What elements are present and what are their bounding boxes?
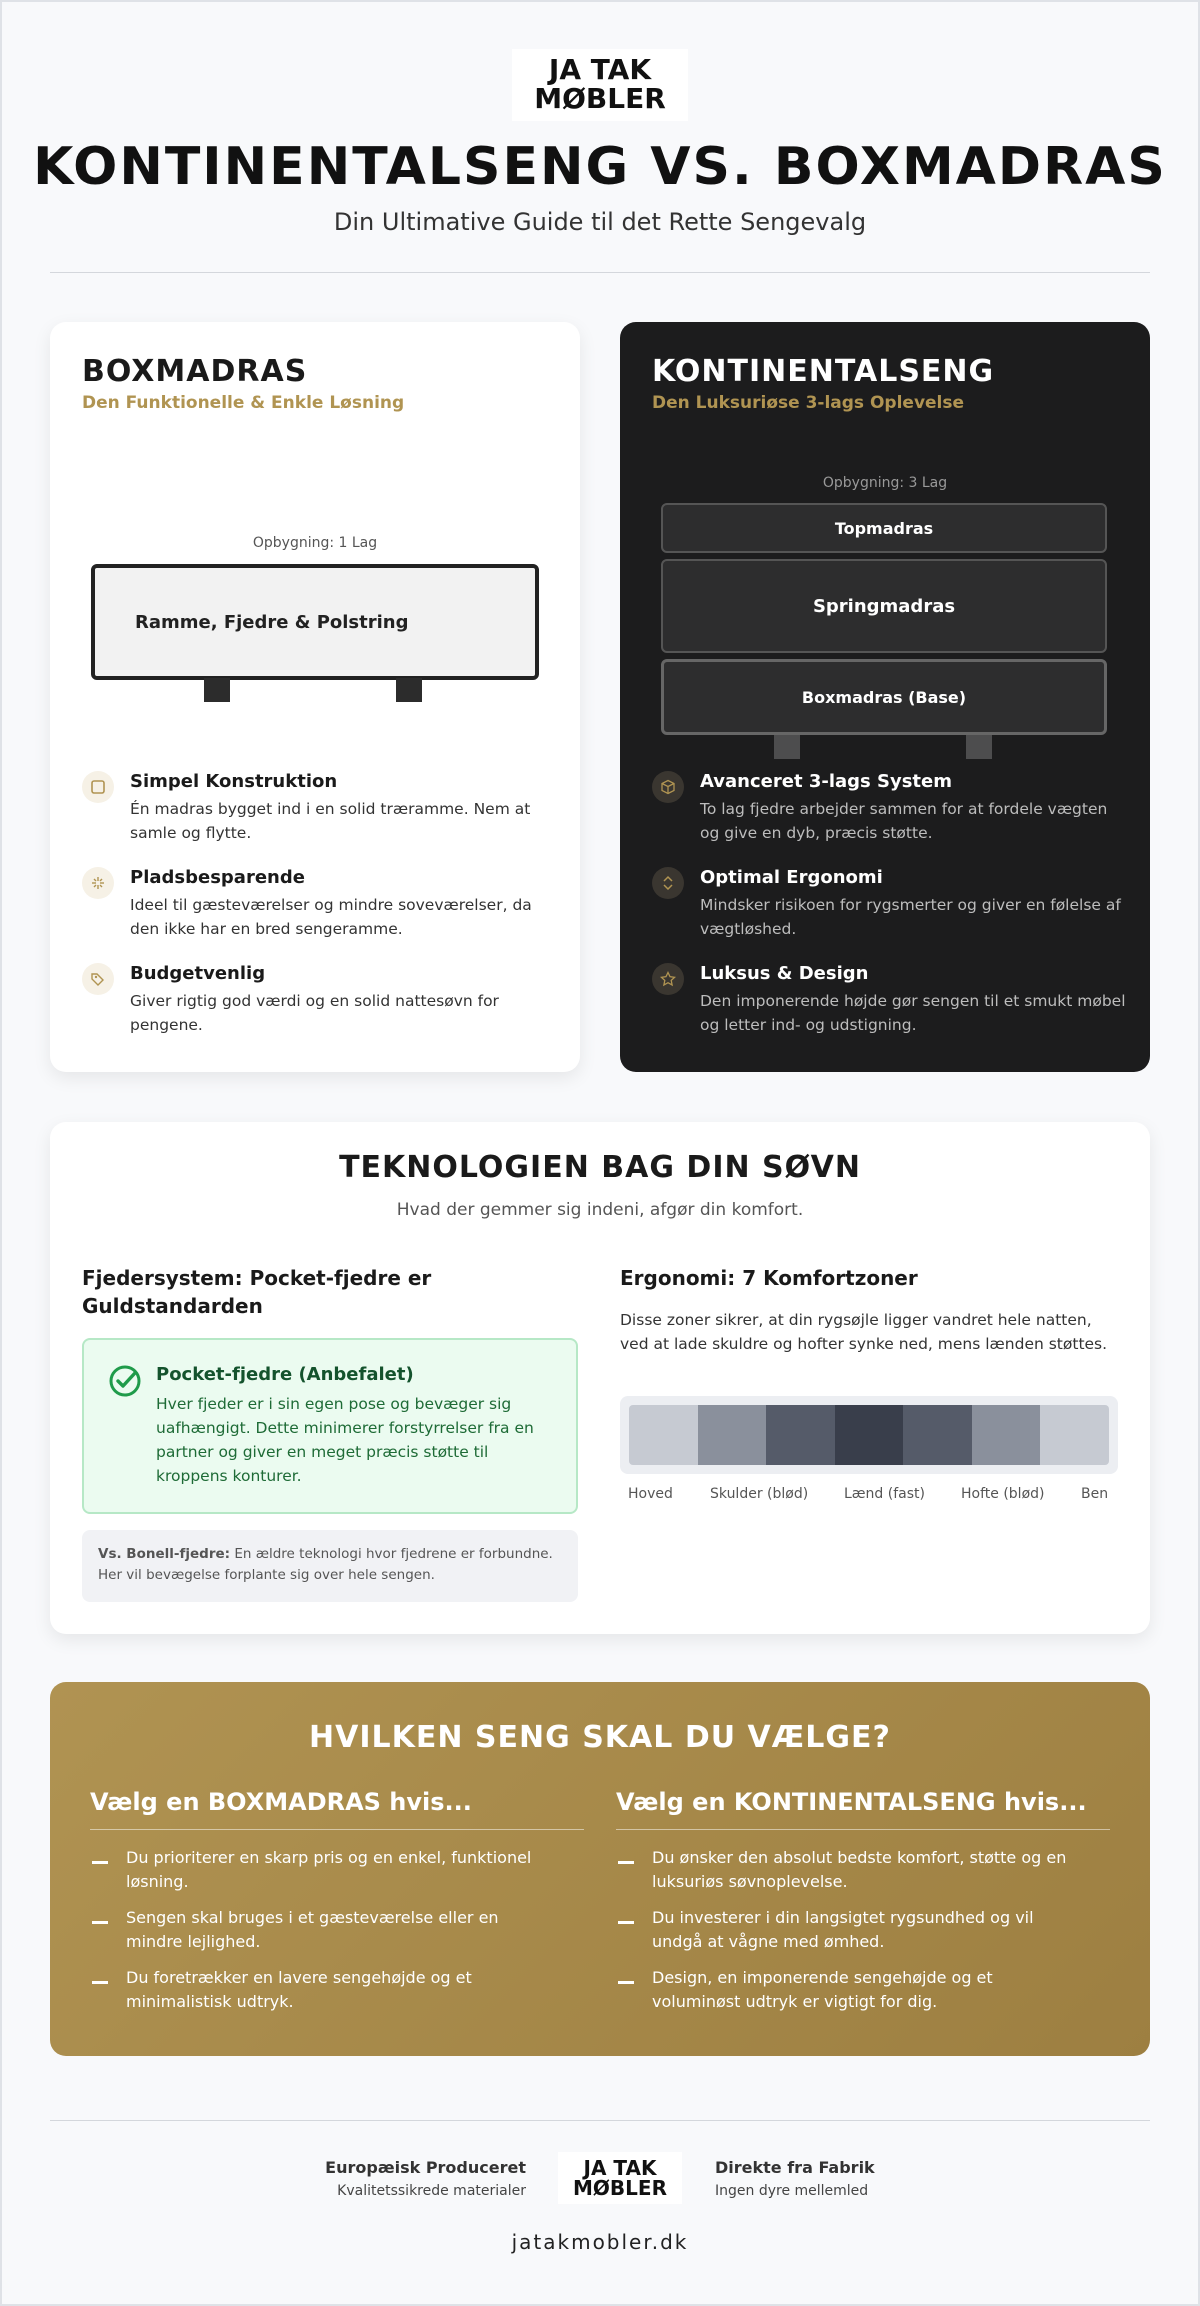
choose-section (50, 1682, 1150, 2056)
page-subtitle: Din Ultimative Guide til det Rette Sengevalg (333, 208, 867, 236)
divider (616, 1829, 1110, 1830)
square-icon (82, 771, 114, 803)
choose-title: HVILKEN SENG SKAL DU VÆLGE? (309, 1720, 891, 1755)
footer-url-link[interactable]: jatakmobler.dk (511, 2230, 689, 2254)
feature-desc: Ideel til gæsteværelser og mindre soveværelser, da den ikke har en bred sengeramme. (130, 896, 532, 938)
check-circle-icon (108, 1364, 142, 1398)
feature-title: Pladsbesparende (130, 867, 305, 888)
kontinentalseng-title: KONTINENTALSENG (652, 354, 995, 389)
logo-line-2: MØBLER (573, 2176, 667, 2200)
comfort-zone (698, 1405, 767, 1465)
technology-title: TEKNOLOGIEN BAG DIN SØVN (339, 1150, 861, 1185)
kontinentalseng-diagram-label: Opbygning: 3 Lag (822, 475, 948, 491)
list-item: Du investerer i din langsigtet rygsundhed og vil undgå at vågne med ømhed. (616, 1906, 1076, 1954)
chevrons-icon (652, 867, 684, 899)
pocket-springs-box (82, 1338, 578, 1514)
kontinentalseng-card (620, 322, 1150, 1072)
feature-desc: To lag fjedre arbejder sammen for at fordele vægten og give en dyb, præcis støtte. (700, 800, 1108, 842)
ergonomics-desc: Disse zoner sikrer, at din rygsøjle ligger vandret hele natten, ved at lade skuldre og hofter synke ned, mens lænden støttes. (620, 1311, 1108, 1353)
divider (50, 272, 1150, 273)
pocket-springs-title: Pocket-fjedre (Anbefalet) (156, 1364, 414, 1385)
bed-leg (396, 678, 422, 702)
feature-desc: Mindsker risikoen for rygsmerter og giver en følelse af vægtløshed. (700, 896, 1121, 938)
divider (90, 1829, 584, 1830)
brand-logo (512, 49, 688, 121)
comfort-zone (629, 1405, 698, 1465)
list-item: Du prioriterer en skarp pris og en enkel, funktionel løsning. (90, 1846, 550, 1894)
tag-icon (82, 963, 114, 995)
boxmadras-choose-heading: Vælg en BOXMADRAS hvis... (90, 1788, 472, 1816)
technology-section (50, 1122, 1150, 1634)
feature-title: Simpel Konstruktion (130, 771, 338, 792)
zone-label: Ben (1081, 1486, 1109, 1502)
footer-right-subtitle: Ingen dyre mellemled (715, 2183, 869, 2199)
feature-desc: Giver rigtig god værdi og en solid nattesøvn for pengene. (130, 992, 499, 1034)
feature-title: Budgetvenlig (130, 963, 266, 984)
list-item: Du foretrækker en lavere sengehøjde og et minimalistisk udtryk. (90, 1966, 550, 2014)
cube-icon (652, 771, 684, 803)
springs-heading: Fjedersystem: Pocket-fjedre er Guldstandarden (82, 1266, 432, 1318)
pocket-springs-desc: Hver fjeder er i sin egen pose og bevæger sig uafhængigt. Dette minimerer forstyrrelser fra en partner og giver en meget præcis støtte til kroppens konturer. (156, 1395, 534, 1485)
zone-label: Hofte (blød) (961, 1486, 1045, 1502)
divider (50, 2120, 1150, 2121)
ergonomics-heading: Ergonomi: 7 Komfortzoner (620, 1266, 918, 1290)
list-item: Du ønsker den absolut bedste komfort, støtte og en luksuriøs søvnoplevelse. (616, 1846, 1076, 1894)
star-icon (652, 963, 684, 995)
feature-title: Avanceret 3-lags System (700, 771, 952, 792)
boxmadras-title: BOXMADRAS (82, 354, 308, 389)
comfort-zone (1040, 1405, 1109, 1465)
comfort-zone (972, 1405, 1041, 1465)
bonell-springs-note (82, 1530, 578, 1602)
zone-label: Hoved (628, 1486, 673, 1502)
feature-title: Optimal Ergonomi (700, 867, 883, 888)
logo-line-1: JA TAK (583, 2155, 657, 2180)
kontinentalseng-subtitle: Den Luksuriøse 3-lags Oplevelse (652, 393, 965, 413)
bed-leg (204, 678, 230, 702)
comfort-zone (835, 1405, 904, 1465)
zone-label: Skulder (blød) (710, 1486, 809, 1502)
footer-right-title: Direkte fra Fabrik (715, 2158, 875, 2177)
bonell-desc: En ældre teknologi hvor fjedrene er forbundne. Her vil bevægelse forplante sig over hele sengen. (98, 1546, 553, 1583)
layer-springmadras: Springmadras (661, 559, 1107, 653)
sparkle-icon (82, 867, 114, 899)
footer-logo (558, 2152, 682, 2204)
boxmadras-card (50, 322, 580, 1072)
bed-leg (774, 735, 800, 759)
kontinentalseng-choose-heading: Vælg en KONTINENTALSENG hvis... (616, 1788, 1087, 1816)
layer-topmadras: Topmadras (661, 503, 1107, 553)
logo-line-2: MØBLER (534, 82, 666, 115)
boxmadras-subtitle: Den Funktionelle & Enkle Løsning (82, 393, 405, 413)
list-item: Sengen skal bruges i et gæsteværelse eller en mindre lejlighed. (90, 1906, 550, 1954)
bonell-label: Vs. Bonell-fjedre: (98, 1546, 231, 1562)
logo-line-1: JA TAK (548, 53, 652, 87)
feature-title: Luksus & Design (700, 963, 869, 984)
technology-subtitle: Hvad der gemmer sig indeni, afgør din komfort. (396, 1200, 804, 1220)
comfort-zone (766, 1405, 835, 1465)
feature-desc: Én madras bygget ind i en solid træramme. Nem at samle og flytte. (130, 800, 531, 842)
comfort-zones-bar (620, 1396, 1118, 1474)
list-item: Design, en imponerende sengehøjde og et voluminøst udtryk er vigtigt for dig. (616, 1966, 1076, 2014)
footer-left-title: Europæisk Produceret (325, 2158, 526, 2177)
boxmadras-layer (91, 564, 539, 680)
layer-boxmadras-base: Boxmadras (Base) (661, 659, 1107, 735)
comfort-zone (903, 1405, 972, 1465)
bed-leg (966, 735, 992, 759)
feature-desc: Den imponerende højde gør sengen til et smukt møbel og letter ind- og udstigning. (700, 992, 1126, 1034)
boxmadras-layer-label: Ramme, Fjedre & Polstring (135, 611, 409, 633)
page-title: KONTINENTALSENG VS. BOXMADRAS (33, 137, 1167, 197)
boxmadras-diagram-label: Opbygning: 1 Lag (252, 535, 378, 551)
zone-label: Lænd (fast) (844, 1486, 925, 1502)
footer-left-subtitle: Kvalitetssikrede materialer (337, 2183, 526, 2199)
